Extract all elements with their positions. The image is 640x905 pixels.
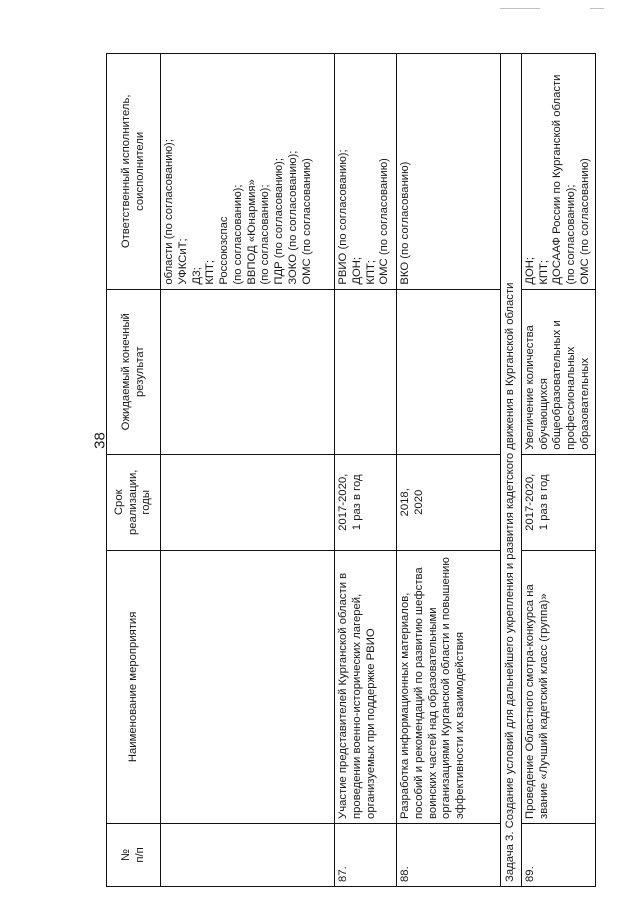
row-measure-name <box>161 550 335 823</box>
task-row <box>501 54 522 887</box>
row-result <box>397 289 501 454</box>
scan-artifact-top-right <box>590 8 604 9</box>
rotated-table-container <box>106 53 594 887</box>
header-term: Срок реализации, годы <box>107 454 161 550</box>
row-measure-name: Проведение Областного смотра-конкурса на звание «Лучший кадетский класс (группа)» <box>521 550 595 823</box>
row-number: 87. <box>335 823 397 886</box>
row-measure-name: Участие представителей Курганской области в проведении военно-исторических лагерей, организуемых при поддержке РВИО <box>335 550 397 823</box>
row-responsible: ВКО (по согласованию) <box>397 54 501 290</box>
scan-artifact-top <box>500 8 540 9</box>
row-responsible: РВИО (по согласованию); ДОН; КПТ; ОМС (по согласованию) <box>335 54 397 290</box>
table-row <box>397 54 501 887</box>
header-responsible: Ответственный исполнитель, соисполнители <box>107 54 161 290</box>
task-heading: Задача 3. Создание условий для дальнейшего укрепления и развития кадетского движения в Курганской области <box>501 54 522 887</box>
row-number <box>161 823 335 886</box>
row-term: 2018, 2020 <box>397 454 501 550</box>
row-responsible: области (по согласованию); УФКСиТ; ДЗ; КПТ; Россоюзспас (по согласованию); ВВПОД «Юнармия» (по согласованию); ПДР (по согласованию); ЗОКО (по согласованию); ОМС (по согласованию) <box>161 54 335 290</box>
header-expected-result: Ожидаемый конечный результат <box>107 289 161 454</box>
row-result <box>161 289 335 454</box>
table-row <box>161 54 335 887</box>
row-measure-name: Разработка информационных материалов, пособий и рекомендаций по развитию шефства воинских частей над образовательными организациями Курганской области и повышению эффективности их взаимодействия <box>397 550 501 823</box>
row-number: 89. <box>521 823 595 886</box>
measures-table <box>106 53 596 887</box>
page-number: 38 <box>91 432 109 449</box>
table-header-row <box>107 54 161 887</box>
header-measure-name: Наименование мероприятия <box>107 550 161 823</box>
row-term: 2017-2020, 1 раз в год <box>521 454 595 550</box>
row-responsible: ДОН; КПТ; ДОСААФ России по Курганской области (по согласованию); ОМС (по согласованию) <box>521 54 595 290</box>
row-result <box>335 289 397 454</box>
row-number: 88. <box>397 823 501 886</box>
header-number: № п/п <box>107 823 161 886</box>
row-term <box>161 454 335 550</box>
table-row <box>521 54 595 887</box>
table-row <box>335 54 397 887</box>
row-term: 2017-2020, 1 раз в год <box>335 454 397 550</box>
row-result: Увеличение количества обучающихся общеобразовательных и профессиональных образовательных <box>521 289 595 454</box>
